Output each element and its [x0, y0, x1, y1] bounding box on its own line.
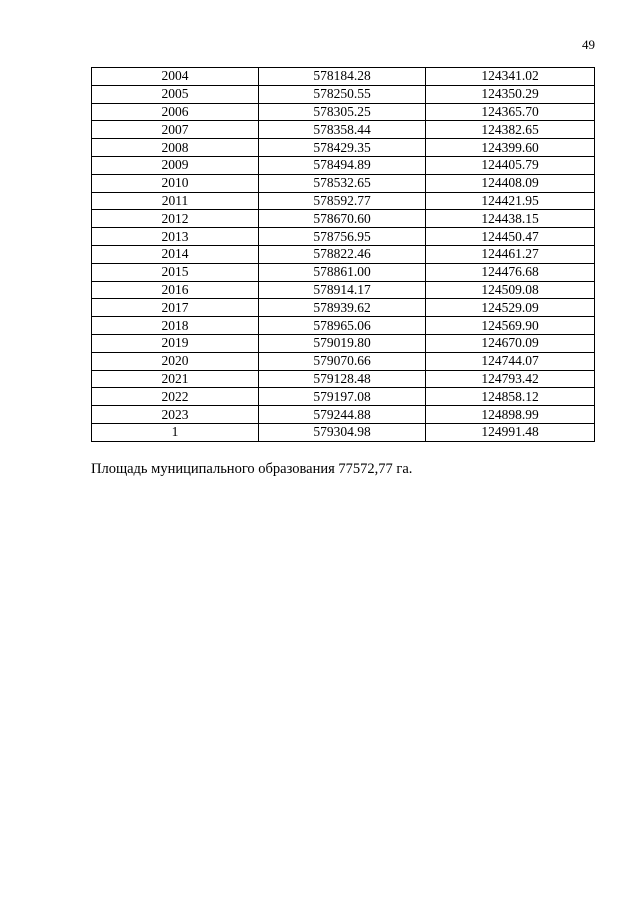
point-number-cell: 2010 [92, 174, 259, 192]
point-number-cell: 2017 [92, 299, 259, 317]
x-coordinate-cell: 579128.48 [259, 370, 426, 388]
table-row [92, 156, 595, 174]
x-coordinate-cell: 578965.06 [259, 317, 426, 335]
y-coordinate-cell: 124405.79 [426, 156, 595, 174]
y-coordinate-cell: 124450.47 [426, 228, 595, 246]
table-row [92, 263, 595, 281]
x-coordinate-cell: 578861.00 [259, 263, 426, 281]
point-number-cell: 2018 [92, 317, 259, 335]
x-coordinate-cell: 578305.25 [259, 103, 426, 121]
x-coordinate-cell: 578756.95 [259, 228, 426, 246]
point-number-cell: 2008 [92, 139, 259, 157]
y-coordinate-cell: 124438.15 [426, 210, 595, 228]
table-row [92, 139, 595, 157]
y-coordinate-cell: 124744.07 [426, 352, 595, 370]
table-row [92, 210, 595, 228]
point-number-cell: 2020 [92, 352, 259, 370]
point-number-cell: 2012 [92, 210, 259, 228]
point-number-cell: 2015 [92, 263, 259, 281]
point-number-cell: 2014 [92, 245, 259, 263]
page-number: 49 [582, 37, 595, 52]
table-row [92, 317, 595, 335]
point-number-cell: 2016 [92, 281, 259, 299]
x-coordinate-cell: 579019.80 [259, 334, 426, 352]
table-row [92, 192, 595, 210]
table-row [92, 388, 595, 406]
table-row [92, 68, 595, 86]
x-coordinate-cell: 578670.60 [259, 210, 426, 228]
y-coordinate-cell: 124341.02 [426, 68, 595, 86]
point-number-cell: 2005 [92, 85, 259, 103]
y-coordinate-cell: 124399.60 [426, 139, 595, 157]
table-row [92, 334, 595, 352]
point-number-cell: 2006 [92, 103, 259, 121]
x-coordinate-cell: 578532.65 [259, 174, 426, 192]
x-coordinate-cell: 578822.46 [259, 245, 426, 263]
y-coordinate-cell: 124898.99 [426, 406, 595, 424]
table-row [92, 352, 595, 370]
point-number-cell: 2007 [92, 121, 259, 139]
table-row [92, 121, 595, 139]
table-row [92, 103, 595, 121]
y-coordinate-cell: 124421.95 [426, 192, 595, 210]
y-coordinate-cell: 124461.27 [426, 245, 595, 263]
x-coordinate-cell: 579304.98 [259, 423, 426, 441]
point-number-cell: 2011 [92, 192, 259, 210]
table-row [92, 299, 595, 317]
table-row [92, 423, 595, 441]
y-coordinate-cell: 124408.09 [426, 174, 595, 192]
point-number-cell: 2013 [92, 228, 259, 246]
x-coordinate-cell: 579197.08 [259, 388, 426, 406]
y-coordinate-cell: 124670.09 [426, 334, 595, 352]
table-row [92, 406, 595, 424]
coordinates-table [91, 67, 595, 442]
y-coordinate-cell: 124569.90 [426, 317, 595, 335]
table-row [92, 85, 595, 103]
y-coordinate-cell: 124476.68 [426, 263, 595, 281]
point-number-cell: 2004 [92, 68, 259, 86]
table-row [92, 281, 595, 299]
y-coordinate-cell: 124350.29 [426, 85, 595, 103]
area-note: Площадь муниципального образования 77572,77 га. [91, 461, 413, 477]
x-coordinate-cell: 579244.88 [259, 406, 426, 424]
point-number-cell: 2009 [92, 156, 259, 174]
x-coordinate-cell: 578592.77 [259, 192, 426, 210]
x-coordinate-cell: 578429.35 [259, 139, 426, 157]
table-row [92, 245, 595, 263]
table-row [92, 174, 595, 192]
y-coordinate-cell: 124529.09 [426, 299, 595, 317]
y-coordinate-cell: 124991.48 [426, 423, 595, 441]
coordinates-table-body [92, 68, 595, 442]
point-number-cell: 2022 [92, 388, 259, 406]
x-coordinate-cell: 578914.17 [259, 281, 426, 299]
point-number-cell: 2019 [92, 334, 259, 352]
x-coordinate-cell: 578939.62 [259, 299, 426, 317]
point-number-cell: 2023 [92, 406, 259, 424]
y-coordinate-cell: 124382.65 [426, 121, 595, 139]
x-coordinate-cell: 578184.28 [259, 68, 426, 86]
point-number-cell: 1 [92, 423, 259, 441]
x-coordinate-cell: 578250.55 [259, 85, 426, 103]
x-coordinate-cell: 578358.44 [259, 121, 426, 139]
y-coordinate-cell: 124365.70 [426, 103, 595, 121]
y-coordinate-cell: 124793.42 [426, 370, 595, 388]
y-coordinate-cell: 124858.12 [426, 388, 595, 406]
table-row [92, 228, 595, 246]
table-row [92, 370, 595, 388]
x-coordinate-cell: 579070.66 [259, 352, 426, 370]
point-number-cell: 2021 [92, 370, 259, 388]
x-coordinate-cell: 578494.89 [259, 156, 426, 174]
y-coordinate-cell: 124509.08 [426, 281, 595, 299]
